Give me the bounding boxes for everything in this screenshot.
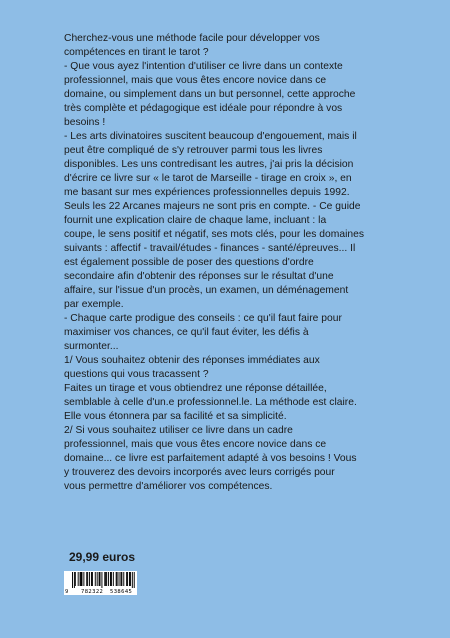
barcode-bar <box>97 572 98 586</box>
price-label: 29,99 euros <box>69 550 136 564</box>
barcode-bar <box>130 572 131 586</box>
barcode-bar <box>92 572 93 586</box>
barcode-bar <box>78 572 79 586</box>
paragraph-divination: - Les arts divinatoires suscitent beaucoup d'engouement, mais il peut être compliqué de s'y retrouver parmi tous les livres disponibles. Les uns contredisant les autres, j'ai pris la décision d'écrire ce livre sur « le tarot de Marseille - tirage en croix », en me basant sur mes expériences professionnelles depuis 1992. Seuls les 22 Arcanes majeurs ne sont pris en compte. - Ce guide fournit une explication claire de chaque lame, incluant : la coupe, le sens positif et négatif, ses mots clés, pour les domaines suivants : affectif - travail/études - finances - santé/épreuves... Il est également possible de poser des questions d'ordre secondaire afin d'obtenir des réponses sur le résultat d'une affaire, sur l'issue d'un procès, un examen, un déménagement par exemple. <box>64 131 365 310</box>
barcode-bar <box>104 572 105 586</box>
barcode-bar <box>121 572 122 586</box>
barcode-bar <box>123 572 124 586</box>
barcode-bars <box>64 571 137 589</box>
barcode-bar <box>105 572 106 586</box>
barcode-bar <box>83 572 84 586</box>
barcode-bar <box>127 572 128 586</box>
barcode-bar <box>111 572 112 586</box>
barcode-bar <box>95 572 96 586</box>
barcode-bar <box>81 572 82 586</box>
barcode-bar <box>72 572 73 588</box>
barcode-bar <box>106 572 107 586</box>
paragraph-advice: - Chaque carte prodigue des conseils : ce qu'il faut faire pour maximiser vos chances, ce qu'il faut éviter, les défis à surmonter... <box>64 313 342 352</box>
barcode-bar <box>86 572 87 586</box>
paragraph-question-2: 2/ Si vous souhaitez utiliser ce livre dans un cadre professionnel, mais que vous êtes encore novice dans ce domaine... ce livre est parfaitement adapté à vos besoins ! Vous y trouverez des devoirs incorporés avec leurs corrigés pour vous permettre d'améliorer vos compétences. <box>64 425 357 492</box>
barcode-bar <box>108 572 109 586</box>
barcode-bar <box>113 572 114 586</box>
barcode-bar <box>117 572 118 586</box>
barcode-bar <box>87 572 88 586</box>
barcode-bar <box>110 572 111 586</box>
barcode-first-digit: 9 <box>65 589 69 595</box>
barcode-bar <box>134 572 135 588</box>
paragraph-answer-1: Faites un tirage et vous obtiendrez une réponse détaillée, semblable à celle d'un.e professionnel.le. La méthode est claire. Elle vous étonnera par sa facilité et sa simplicité. <box>64 383 357 422</box>
paragraph-intro: Cherchez-vous une méthode facile pour développer vos compétences en tirant le tarot ? <box>64 33 320 58</box>
barcode-bar <box>82 572 83 586</box>
barcode-bar <box>89 572 90 586</box>
barcode-bar <box>120 572 121 586</box>
isbn-barcode <box>64 571 137 595</box>
barcode-bar <box>119 572 120 586</box>
barcode-bar <box>101 572 102 588</box>
barcode-bar <box>100 572 101 586</box>
barcode-bar <box>80 572 81 586</box>
paragraph-question-1: 1/ Vous souhaitez obtenir des réponses immédiates aux questions qui vous tracassent ? <box>64 355 320 380</box>
barcode-bar <box>126 572 127 586</box>
barcode-bar <box>74 572 75 588</box>
barcode-bar <box>129 572 130 586</box>
paragraph-context: - Que vous ayez l'intention d'utiliser ce livre dans un contexte professionnel, mais que vous êtes encore novice dans ce domaine, ou simplement dans un but personnel, cette approche très complète et pédagogique est idéale pour répondre à vos besoins ! <box>64 61 356 128</box>
barcode-bar <box>75 572 76 586</box>
barcode-bar <box>91 572 92 586</box>
back-cover-text <box>64 32 394 494</box>
barcode-bar <box>132 572 133 588</box>
barcode-bar <box>116 572 117 586</box>
barcode-bar <box>99 572 100 586</box>
barcode-right-digits: 538645 <box>110 589 133 595</box>
barcode-left-digits: 782322 <box>81 589 104 595</box>
